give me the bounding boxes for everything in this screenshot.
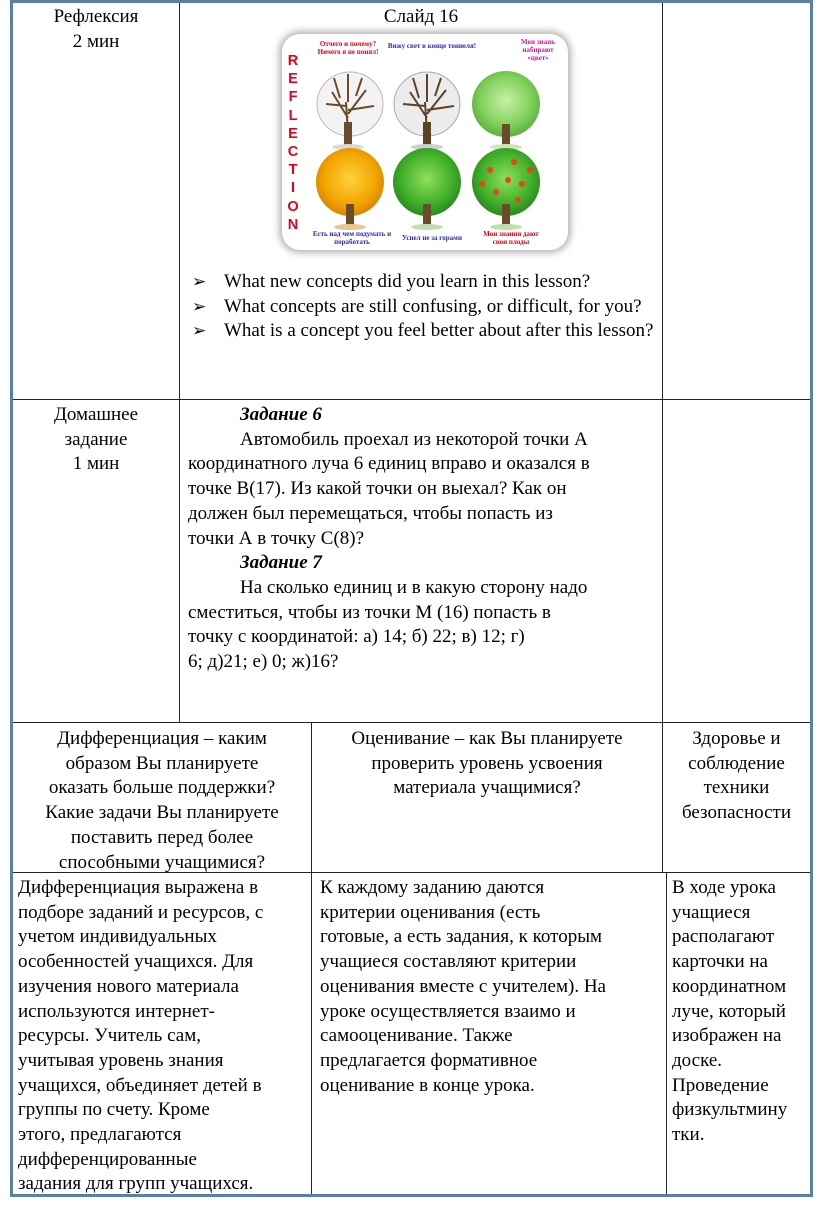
assessment-content: К каждому заданию даются критерии оценивания (есть готовые, а есть задания, к которым учащиеся составляют критерии оценивания вместе с учителем). На уроке осуществляется взаимо и самооценивание. Также предлагается формативное оценивание в конце урока. <box>320 877 606 1096</box>
reflection-letter: N <box>287 216 299 233</box>
caption-bottom-center: Успел не за горами <box>402 234 462 242</box>
arrow-bullet-icon: ➢ <box>192 296 207 316</box>
list-item: ➢ What new concepts did you learn in this lesson? <box>190 270 660 295</box>
caption-top-right: Мои знань набирают «цвет» <box>521 38 555 62</box>
reflection-vertical-word <box>285 52 301 234</box>
reflection-letter: F <box>288 89 298 106</box>
reflection-letter: O <box>287 198 299 215</box>
divider-col1 <box>179 3 180 722</box>
reflection-letter: E <box>288 125 298 142</box>
reflection-letter: L <box>288 107 298 124</box>
trees-illustration <box>282 34 568 250</box>
safety-content: В ходе урока учащиеся располагают карточки на координатном луче, который изображен на доске. Проведение физкультмину тки. <box>672 877 788 1146</box>
caption-bottom-left: Есть над чем подумать и поработать <box>312 230 392 246</box>
tree-snowy-icon <box>394 72 460 150</box>
tree-autumn-icon <box>316 148 384 230</box>
task6-line: координатного луча 6 единиц вправо и оказался в <box>188 453 590 475</box>
arrow-bullet-icon: ➢ <box>192 321 207 341</box>
divider-row2 <box>13 722 810 723</box>
divider-col3-content <box>666 872 667 1194</box>
differentiation-header: Дифференциация – каким образом Вы планируете оказать больше поддержки? Какие задачи Вы планируете поставить перед более способными учащимися? <box>45 728 279 873</box>
list-item: ➢ What is a concept you feel better about after this lesson? <box>190 319 660 344</box>
reflection-letter: R <box>287 53 299 69</box>
divider-row1 <box>13 399 810 400</box>
caption-bottom-right: Мои знания дают свои плоды <box>483 230 539 246</box>
tree-budding-icon <box>472 71 540 150</box>
task7-title: Задание 7 <box>240 552 322 574</box>
reflection-label-title: Рефлексия <box>53 6 139 27</box>
task6-line: Автомобиль проехал из некоторой точки А <box>240 428 588 450</box>
divider-col3-top <box>662 3 663 722</box>
reflection-letter: E <box>288 71 298 88</box>
arrow-bullet-icon: ➢ <box>192 272 207 291</box>
divider-col2-content <box>311 872 312 1194</box>
reflection-letter: I <box>290 180 296 197</box>
task7-line: 6; д)21; е) 0; ж)16? <box>188 651 339 673</box>
list-item: ➢ What concepts are still confusing, or difficult, for you? <box>190 295 660 320</box>
task6-title: Задание 6 <box>240 404 322 425</box>
task7-line: На сколько единиц и в какую сторону надо <box>240 576 588 598</box>
reflection-label <box>13 5 179 54</box>
task7-line: сместиться, чтобы из точки М (16) попасть в <box>188 601 551 623</box>
homework-label: Домашнее задание 1 мин <box>53 404 139 475</box>
tree-green-icon <box>393 148 461 230</box>
homework-tasks <box>188 403 658 675</box>
reflection-label-time: 2 мин <box>72 30 120 52</box>
tree-fruit-icon <box>472 148 540 230</box>
slide-title: Слайд 16 <box>383 6 459 27</box>
reflection-letter: C <box>287 144 299 161</box>
task6-line: точки А в точку С(8)? <box>188 527 365 549</box>
reflection-questions-list <box>190 270 660 344</box>
reflection-letter: T <box>288 162 298 179</box>
caption-top-center: Вижу свет в конце тоннеля! <box>387 42 477 50</box>
task6-line: точке В(17). Из какой точки он выехал? Как он <box>188 478 567 500</box>
assessment-header: Оценивание – как Вы планируете проверить уровень усвоения материала учащимися? <box>351 728 623 799</box>
caption-top-left: Отчего и почему? Ничего я не понял! <box>317 40 379 56</box>
differentiation-content: Дифференциация выражена в подборе заданий и ресурсов, с учетом индивидуальных особенностей учащихся. Для изучения нового материала используются интернет- ресурсы. Учитель сам, учитывая уровень знания учащихся, объединяет детей в группы по счету. Кроме этого, предлагаются дифференцированные задания для групп учащихся. <box>18 877 264 1195</box>
task6-line: должен был перемещаться, чтобы попасть из <box>188 502 553 524</box>
safety-header: Здоровье и соблюдение техники безопасности <box>681 728 792 824</box>
reflection-slide-image <box>282 34 568 250</box>
task7-line: точку с координатой: а) 14; б) 22; в) 12; г) <box>188 626 525 648</box>
tree-bare-icon <box>317 72 383 150</box>
